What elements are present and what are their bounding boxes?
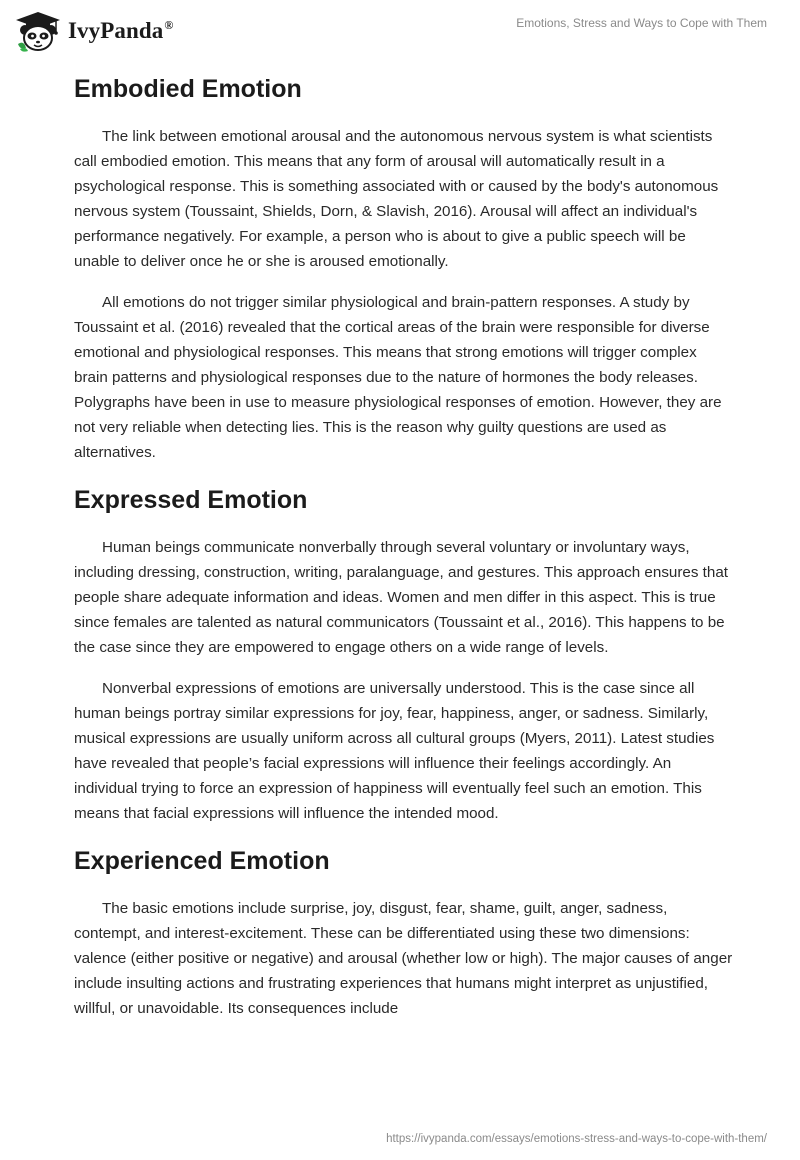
section-heading: Embodied Emotion [74,75,302,103]
paragraph: All emotions do not trigger similar physiological and brain-pattern responses. A study by Toussaint et al. (2016) revealed that the cortical areas of the brain were responsible for diverse emotional and physiological responses. This means that strong emotions will trigger complex brain patterns and physiological responses due to the nature of hormones the body releases. Polygraphs have been in use to measure physiological responses of emotion. However, they are not very reliable when detecting lies. This is the reason why guilty questions are used as alternatives. [74,294,722,461]
essay-content [74,70,734,1021]
section-heading: Experienced Emotion [74,847,330,875]
paragraph: The link between emotional arousal and the autonomous nervous system is what scientists call embodied emotion. This means that any form of arousal will automatically result in a psychological response. This is something associated with or caused by the body's autonomous nervous system (Toussaint, Shields, Dorn, & Slavish, 2016). Arousal will affect an individual's performance negatively. For example, a person who is about to give a public speech will be unable to deliver once he or she is aroused emotionally. [74,128,719,270]
section-expressed-emotion [74,483,734,826]
section-embodied-emotion [74,72,734,465]
ivypanda-logo[interactable] [14,10,173,52]
document-title: Emotions, Stress and Ways to Cope with Them [516,16,767,30]
registered-mark: ® [164,18,174,33]
brand-name: IvyPanda® [68,18,174,43]
panda-graduate-icon [14,10,62,52]
page-header [0,0,800,60]
paragraph: Nonverbal expressions of emotions are universally understood. This is the case since all human beings portray similar expressions for joy, fear, happiness, anger, or sadness. Similarly, musical expressions are usually uniform across all cultural groups (Myers, 2011). Latest studies have revealed that people’s facial expressions will influence their feelings accordingly. An individual trying to force an expression of happiness will eventually feel such an emotion. This means that facial expressions will influence the intended mood. [74,680,715,822]
section-heading: Expressed Emotion [74,486,308,514]
paragraph: The basic emotions include surprise, joy, disgust, fear, shame, guilt, anger, sadness, contempt, and interest-excitement. These can be differentiated using these two dimensions: valence (either positive or negative) and arousal (whether low or high). The major causes of anger include insulting actions and frustrating experiences that humans might interpret as unjustified, willful, or unavoidable. Its consequences include [74,900,733,1017]
paragraph: Human beings communicate nonverbally through several voluntary or involuntary ways, including dressing, construction, writing, paralanguage, and gestures. This approach ensures that people share adequate information and ideas. Women and men differ in this aspect. This is true since females are talented as natural communicators (Toussaint et al., 2016). This happens to be the case since they are empowered to engage others on a wide range of levels. [74,539,729,656]
section-experienced-emotion [74,844,734,1021]
source-url-link[interactable]: https://ivypanda.com/essays/emotions-stress-and-ways-to-cope-with-them/ [386,1133,767,1145]
